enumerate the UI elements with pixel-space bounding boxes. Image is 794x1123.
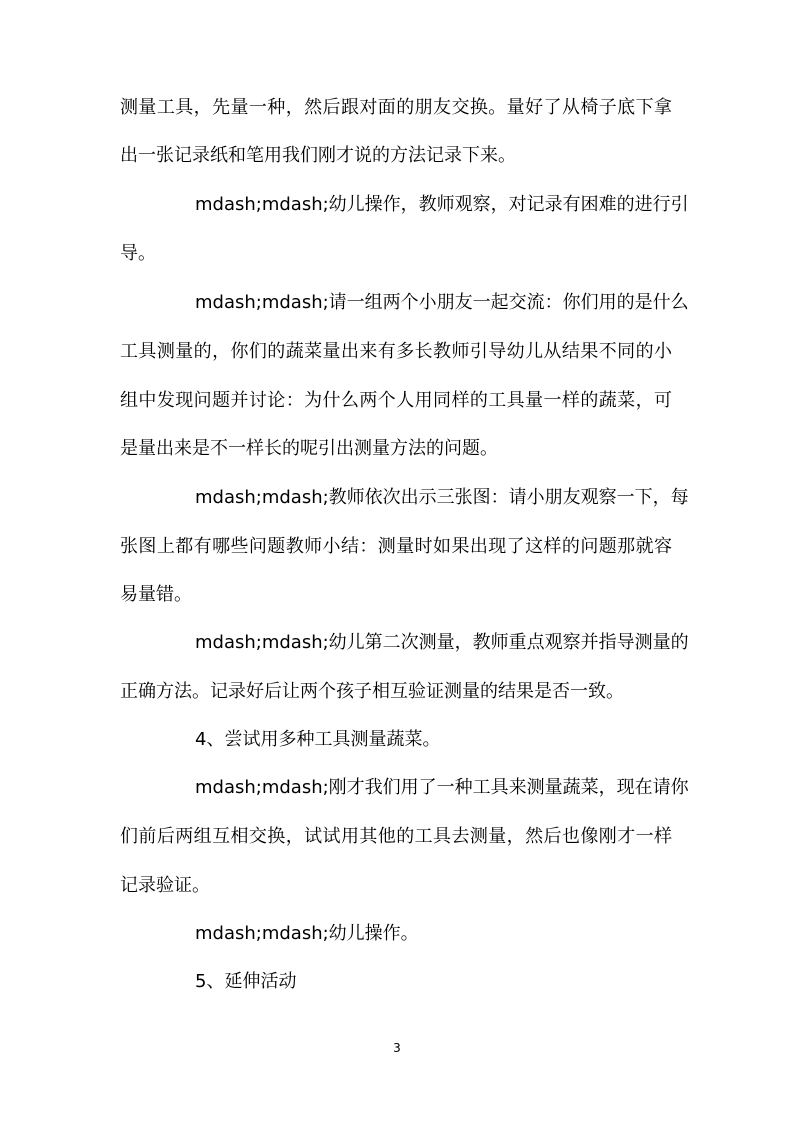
text-line: 5、延伸活动	[195, 971, 297, 992]
text-line: mdash;mdash;幼儿第二次测量，教师重点观察并指导测量的	[195, 632, 689, 653]
text-line: 组中发现问题并讨论：为什么两个人用同样的工具量一样的蔬菜，可	[120, 390, 672, 411]
text-line: 测量工具，先量一种，然后跟对面的朋友交换。量好了从椅子底下拿	[120, 97, 672, 118]
text-line: mdash;mdash;幼儿操作。	[195, 923, 419, 944]
text-line: mdash;mdash;幼儿操作，教师观察，对记录有困难的进行引	[195, 194, 689, 215]
text-line: 们前后两组互相交换，试试用其他的工具去测量，然后也像刚才一样	[120, 826, 672, 847]
text-line: mdash;mdash;请一组两个小朋友一起交流：你们用的是什么	[195, 292, 689, 313]
text-line: 工具测量的，你们的蔬菜量出来有多长教师引导幼儿从结果不同的小	[120, 341, 672, 362]
text-line: mdash;mdash;教师依次出示三张图：请小朋友观察一下，每	[195, 487, 689, 508]
text-line: 易量错。	[120, 584, 192, 605]
text-line: mdash;mdash;刚才我们用了一种工具来测量蔬菜，现在请你	[195, 777, 689, 798]
text-line: 正确方法。记录好后让两个孩子相互验证测量的结果是否一致。	[120, 681, 624, 702]
page-number: 3	[393, 1041, 401, 1055]
text-line: 是量出来是不一样长的呢引出测量方法的问题。	[120, 438, 498, 459]
text-line: 张图上都有哪些问题教师小结：测量时如果出现了这样的问题那就容	[120, 536, 672, 557]
text-line: 4、尝试用多种工具测量蔬菜。	[195, 729, 441, 750]
text-line: 出一张记录纸和笔用我们刚才说的方法记录下来。	[120, 145, 516, 166]
text-line: 导。	[120, 243, 156, 264]
text-line: 记录验证。	[120, 875, 210, 896]
